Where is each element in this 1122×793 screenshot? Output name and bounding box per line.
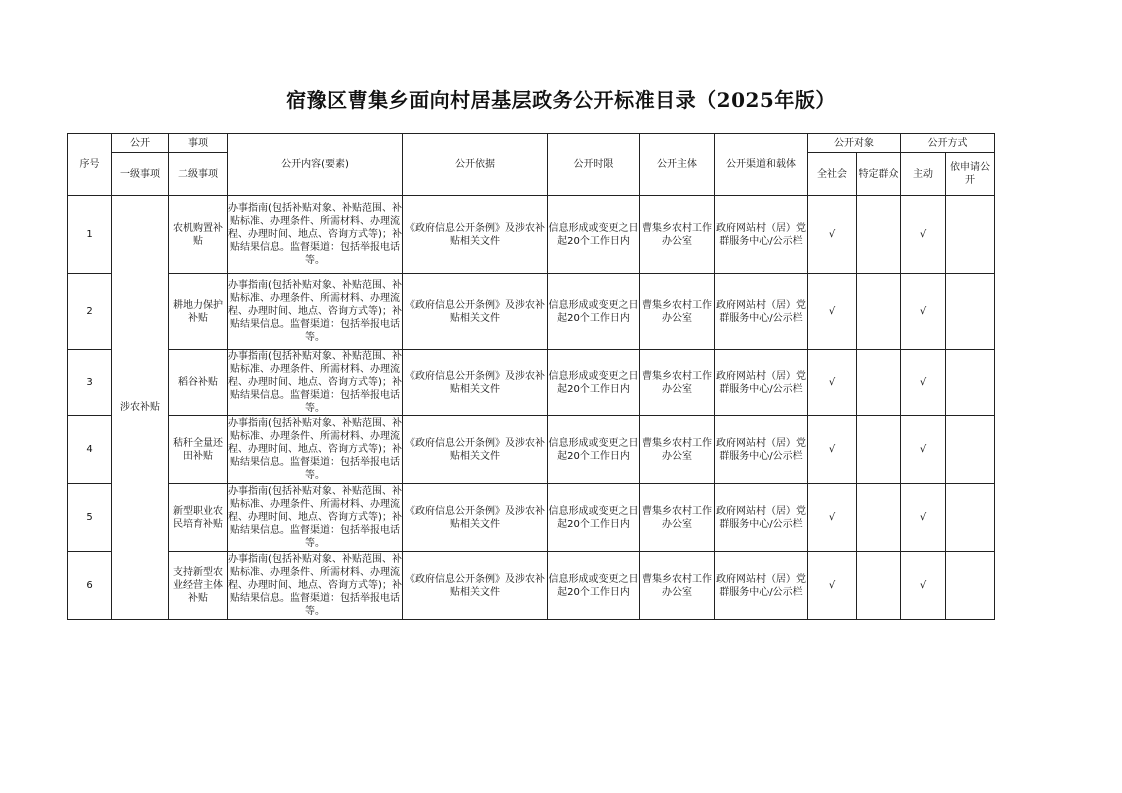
row-channel: 政府网站村（居）党群服务中心/公示栏: [715, 552, 808, 620]
row-check-active: √: [901, 552, 946, 620]
table-row: [68, 274, 995, 350]
row-content: 办事指南(包括补贴对象、补贴范围、补贴标准、办理条件、所需材料、办理流程、办理时间、地点、咨询方式等)；补贴结果信息。监督渠道：包括举报电话等。: [228, 484, 403, 552]
table-row: [68, 350, 995, 416]
row-check-all: √: [808, 274, 857, 350]
row-subject: 曹集乡农村工作办公室: [640, 274, 715, 350]
row-check-all: √: [808, 196, 857, 274]
header-method-request: 依申请公开: [946, 153, 995, 196]
table-row: [68, 484, 995, 552]
row-check-specific: [857, 274, 901, 350]
row-seq: 6: [68, 552, 112, 620]
row-check-specific: [857, 416, 901, 484]
row-content: 办事指南(包括补贴对象、补贴范围、补贴标准、办理条件、所需材料、办理流程、办理时间、地点、咨询方式等)；补贴结果信息。监督渠道：包括举报电话等。: [228, 416, 403, 484]
header-content: 公开内容(要素): [228, 134, 403, 196]
row-content: 办事指南(包括补贴对象、补贴范围、补贴标准、办理条件、所需材料、办理流程、办理时间、地点、咨询方式等)；补贴结果信息。监督渠道：包括举报电话等。: [228, 274, 403, 350]
header-target-specific: 特定群众: [857, 153, 901, 196]
row-check-all: √: [808, 552, 857, 620]
row-item: 耕地力保护补贴: [169, 274, 228, 350]
row-content: 办事指南(包括补贴对象、补贴范围、补贴标准、办理条件、所需材料、办理流程、办理时间、地点、咨询方式等)；补贴结果信息。监督渠道：包括举报电话等。: [228, 196, 403, 274]
row-content: 办事指南(包括补贴对象、补贴范围、补贴标准、办理条件、所需材料、办理流程、办理时间、地点、咨询方式等)；补贴结果信息。监督渠道：包括举报电话等。: [228, 552, 403, 620]
header-level1: 一级事项: [112, 153, 169, 196]
header-channel: 公开渠道和载体: [715, 134, 808, 196]
row-check-active: √: [901, 196, 946, 274]
row-item: 秸秆全量还田补贴: [169, 416, 228, 484]
table-row: [68, 416, 995, 484]
row-item: 农机购置补贴: [169, 196, 228, 274]
table-row: [68, 552, 995, 620]
row-channel: 政府网站村（居）党群服务中心/公示栏: [715, 274, 808, 350]
header-gongkai: 公开: [112, 134, 169, 153]
row-check-request: [946, 416, 995, 484]
row-check-active: √: [901, 484, 946, 552]
row-check-all: √: [808, 350, 857, 416]
row-time: 信息形成或变更之日起20个工作日内: [548, 552, 640, 620]
row-item: 稻谷补贴: [169, 350, 228, 416]
row-seq: 2: [68, 274, 112, 350]
header-subject: 公开主体: [640, 134, 715, 196]
row-item: 支持新型农业经营主体补贴: [169, 552, 228, 620]
header-time: 公开时限: [548, 134, 640, 196]
row-check-request: [946, 274, 995, 350]
row-check-request: [946, 552, 995, 620]
document-title: 宿豫区曹集乡面向村居基层政务公开标准目录（2025年版）: [286, 88, 836, 112]
row-check-active: √: [901, 274, 946, 350]
header-target: 公开对象: [808, 134, 901, 153]
row-check-request: [946, 484, 995, 552]
row-time: 信息形成或变更之日起20个工作日内: [548, 416, 640, 484]
header-shixiang: 事项: [169, 134, 228, 153]
row-basis: 《政府信息公开条例》及涉农补贴相关文件: [403, 274, 548, 350]
row-channel: 政府网站村（居）党群服务中心/公示栏: [715, 350, 808, 416]
row-seq: 1: [68, 196, 112, 274]
row-check-request: [946, 350, 995, 416]
row-subject: 曹集乡农村工作办公室: [640, 484, 715, 552]
row-channel: 政府网站村（居）党群服务中心/公示栏: [715, 196, 808, 274]
header-level2: 二级事项: [169, 153, 228, 196]
row-check-specific: [857, 350, 901, 416]
row-time: 信息形成或变更之日起20个工作日内: [548, 484, 640, 552]
row-check-request: [946, 196, 995, 274]
row-basis: 《政府信息公开条例》及涉农补贴相关文件: [403, 196, 548, 274]
row-basis: 《政府信息公开条例》及涉农补贴相关文件: [403, 552, 548, 620]
row-channel: 政府网站村（居）党群服务中心/公示栏: [715, 416, 808, 484]
row-check-active: √: [901, 416, 946, 484]
row-check-specific: [857, 552, 901, 620]
row-time: 信息形成或变更之日起20个工作日内: [548, 350, 640, 416]
row-basis: 《政府信息公开条例》及涉农补贴相关文件: [403, 416, 548, 484]
row-basis: 《政府信息公开条例》及涉农补贴相关文件: [403, 350, 548, 416]
header-basis: 公开依据: [403, 134, 548, 196]
catalog-table: [67, 133, 995, 620]
row-subject: 曹集乡农村工作办公室: [640, 350, 715, 416]
row-time: 信息形成或变更之日起20个工作日内: [548, 274, 640, 350]
row-time: 信息形成或变更之日起20个工作日内: [548, 196, 640, 274]
row-seq: 4: [68, 416, 112, 484]
row-basis: 《政府信息公开条例》及涉农补贴相关文件: [403, 484, 548, 552]
row-subject: 曹集乡农村工作办公室: [640, 416, 715, 484]
table-row: [68, 196, 995, 274]
header-method: 公开方式: [901, 134, 995, 153]
row-check-specific: [857, 196, 901, 274]
row-channel: 政府网站村（居）党群服务中心/公示栏: [715, 484, 808, 552]
row-seq: 3: [68, 350, 112, 416]
row-check-specific: [857, 484, 901, 552]
row-check-active: √: [901, 350, 946, 416]
header-target-all: 全社会: [808, 153, 857, 196]
row-subject: 曹集乡农村工作办公室: [640, 552, 715, 620]
category-cell: 涉农补贴: [112, 196, 169, 620]
row-subject: 曹集乡农村工作办公室: [640, 196, 715, 274]
row-check-all: √: [808, 484, 857, 552]
header-seq: 序号: [68, 134, 112, 196]
row-content: 办事指南(包括补贴对象、补贴范围、补贴标准、办理条件、所需材料、办理流程、办理时间、地点、咨询方式等)；补贴结果信息。监督渠道：包括举报电话等。: [228, 351, 402, 414]
row-item: 新型职业农民培育补贴: [169, 484, 228, 552]
header-method-active: 主动: [901, 153, 946, 196]
row-check-all: √: [808, 416, 857, 484]
row-seq: 5: [68, 484, 112, 552]
